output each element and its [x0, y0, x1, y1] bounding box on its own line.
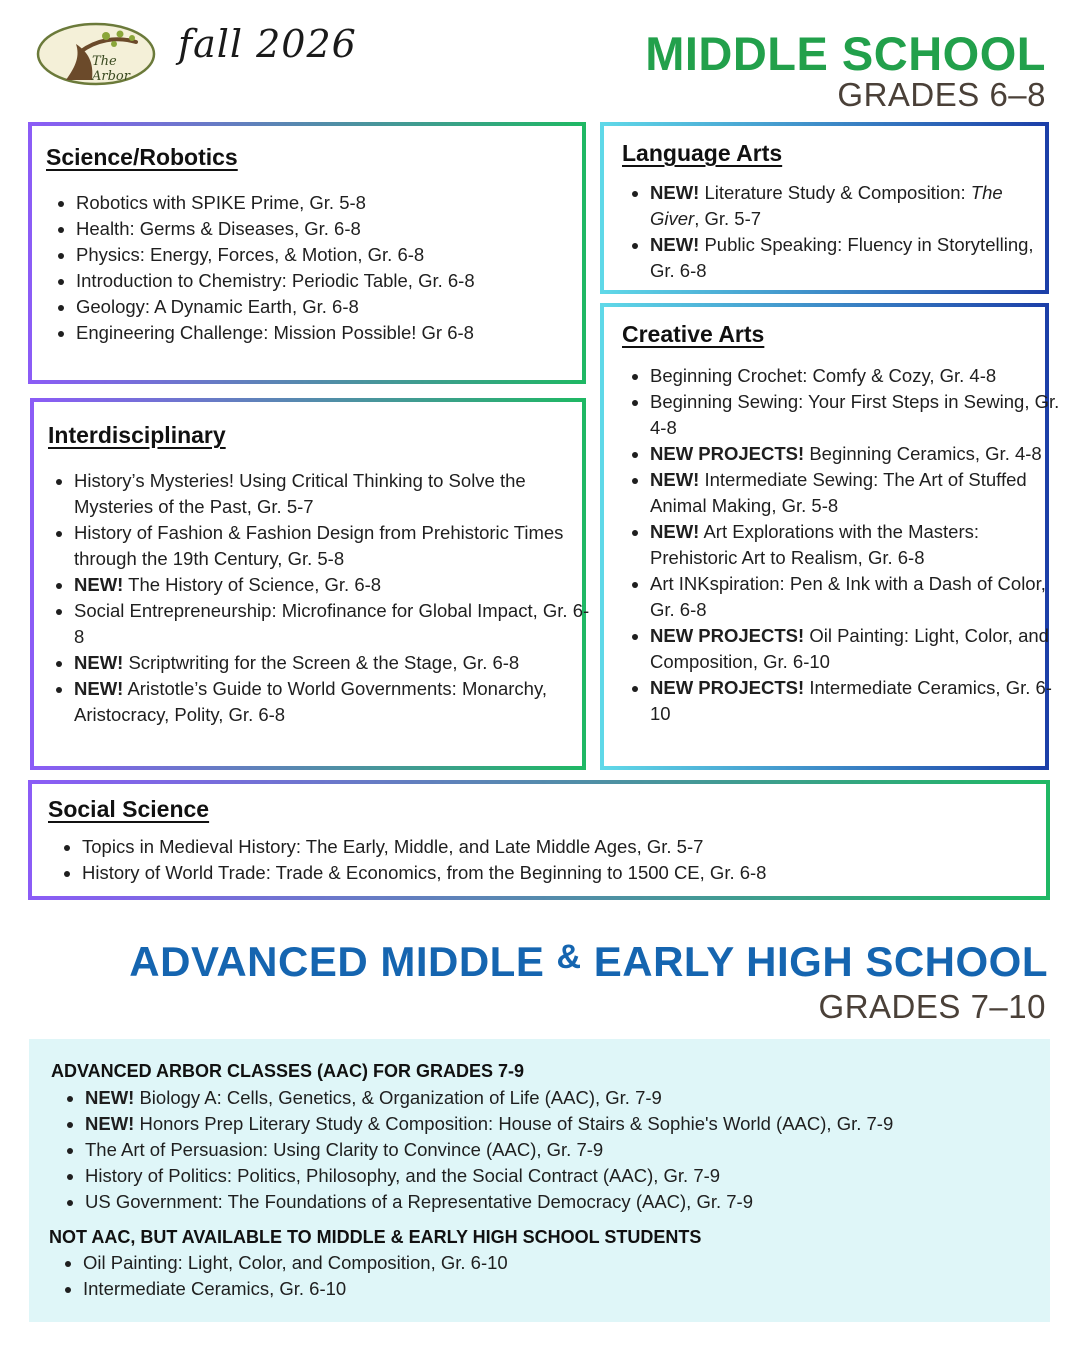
social-list — [58, 834, 1042, 886]
social-science-title: Social Science — [48, 796, 210, 822]
list-item: • NEW! Scriptwriting for the Screen & the Stage, Gr. 6-8 — [74, 650, 594, 676]
creative-list — [626, 363, 1060, 727]
interdisciplinary-list — [50, 468, 594, 728]
list-item: • Geology: A Dynamic Earth, Gr. 6-8 — [76, 294, 596, 320]
creative-arts-title: Creative Arts — [622, 321, 765, 347]
new-tag: NEW! — [85, 1087, 135, 1108]
advanced-subtitle: GRADES 7–10 — [818, 988, 1046, 1025]
list-item: • US Government: The Foundations of a Representative Democracy (AAC), Gr. 7-9 — [85, 1189, 1045, 1215]
new-tag: NEW! — [650, 521, 700, 542]
non-aac-list — [59, 1250, 1043, 1302]
new-tag: NEW! — [74, 678, 124, 699]
list-item: • NEW PROJECTS! Oil Painting: Light, Color, and Composition, Gr. 6-10 — [650, 623, 1060, 675]
new-tag: NEW! — [650, 469, 700, 490]
language-arts-box — [600, 122, 1049, 294]
new-tag: NEW! — [650, 234, 700, 255]
list-item: • History of Fashion & Fashion Design from Prehistoric Times through the 19th Century, Gr. 5-8 — [74, 520, 594, 572]
language-list — [626, 180, 1050, 284]
list-item: • NEW! Biology A: Cells, Genetics, & Organization of Life (AAC), Gr. 7-9 — [85, 1085, 1045, 1111]
list-item: • Intermediate Ceramics, Gr. 6-10 — [83, 1276, 1043, 1302]
science-robotics-box — [28, 122, 586, 384]
interdisciplinary-box — [30, 398, 590, 770]
new-tag: NEW! — [650, 182, 700, 203]
list-item: • NEW PROJECTS! Intermediate Ceramics, Gr. 6-10 — [650, 675, 1060, 727]
social-science-box — [28, 780, 1050, 900]
list-item: • NEW! Literature Study & Composition: The Giver, Gr. 5-7 — [650, 180, 1050, 232]
advanced-panel — [29, 1039, 1050, 1322]
list-item: • History’s Mysteries! Using Critical Thinking to Solve the Mysteries of the Past, Gr. 5-7 — [74, 468, 594, 520]
book-title: The Giver — [650, 182, 1003, 229]
arbor-logo — [36, 22, 156, 86]
non-aac-group-title: NOT AAC, BUT AVAILABLE TO MIDDLE & EARLY HIGH SCHOOL STUDENTS — [49, 1227, 702, 1247]
list-item: • Beginning Sewing: Your First Steps in Sewing, Gr. 4-8 — [650, 389, 1060, 441]
list-item: • Robotics with SPIKE Prime, Gr. 5-8 — [76, 190, 596, 216]
new-tag: NEW! — [74, 574, 124, 595]
list-item: • Beginning Crochet: Comfy & Cozy, Gr. 4-8 — [650, 363, 1060, 389]
list-item: • NEW! Public Speaking: Fluency in Storytelling, Gr. 6-8 — [650, 232, 1050, 284]
logo-text: The Arbor — [92, 54, 130, 84]
science-list — [52, 190, 596, 346]
list-item: • NEW PROJECTS! Beginning Ceramics, Gr. 4-8 — [650, 441, 1060, 467]
list-item: • NEW! Aristotle’s Guide to World Governments: Monarchy, Aristocracy, Polity, Gr. 6-8 — [74, 676, 594, 728]
list-item: • NEW! Intermediate Sewing: The Art of Stuffed Animal Making, Gr. 5-8 — [650, 467, 1060, 519]
list-item: • Physics: Energy, Forces, & Motion, Gr. 6-8 — [76, 242, 596, 268]
list-item: • Social Entrepreneurship: Microfinance for Global Impact, Gr. 6-8 — [74, 598, 594, 650]
list-item: • Engineering Challenge: Mission Possible! Gr 6-8 — [76, 320, 596, 346]
page-title: MIDDLE SCHOOL — [645, 27, 1046, 80]
list-item: • Health: Germs & Diseases, Gr. 6-8 — [76, 216, 596, 242]
aac-list — [61, 1085, 1045, 1215]
new-tag: NEW! — [85, 1113, 135, 1134]
page-subtitle: GRADES 6–8 — [837, 76, 1046, 113]
list-item: • NEW! Art Explorations with the Masters: Prehistoric Art to Realism, Gr. 6-8 — [650, 519, 1060, 571]
creative-arts-box — [600, 303, 1060, 770]
list-item: • Introduction to Chemistry: Periodic Table, Gr. 6-8 — [76, 268, 596, 294]
list-item: • NEW! Honors Prep Literary Study & Composition: House of Stairs & Sophie's World (AAC), Gr. 7-9 — [85, 1111, 1045, 1137]
new-tag: NEW! — [74, 652, 124, 673]
list-item: • Topics in Medieval History: The Early, Middle, and Late Middle Ages, Gr. 5-7 — [82, 834, 1042, 860]
list-item: • History of Politics: Politics, Philosophy, and the Social Contract (AAC), Gr. 7-9 — [85, 1163, 1045, 1189]
list-item: • Oil Painting: Light, Color, and Composition, Gr. 6-10 — [83, 1250, 1043, 1276]
new-projects-tag: NEW PROJECTS! — [650, 677, 805, 698]
new-projects-tag: NEW PROJECTS! — [650, 443, 805, 464]
science-robotics-title: Science/Robotics — [46, 144, 238, 170]
list-item: • The Art of Persuasion: Using Clarity to Convince (AAC), Gr. 7-9 — [85, 1137, 1045, 1163]
language-arts-title: Language Arts — [622, 140, 783, 166]
new-projects-tag: NEW PROJECTS! — [650, 625, 805, 646]
interdisciplinary-title: Interdisciplinary — [48, 422, 226, 448]
list-item: • Art INKspiration: Pen & Ink with a Dash of Color, Gr. 6-8 — [650, 571, 1060, 623]
aac-group-title: ADVANCED ARBOR CLASSES (AAC) FOR GRADES 7-9 — [51, 1061, 525, 1081]
advanced-title: ADVANCED MIDDLE & EARLY HIGH SCHOOL — [129, 938, 1048, 985]
list-item: • History of World Trade: Trade & Economics, from the Beginning to 1500 CE, Gr. 6-8 — [82, 860, 1042, 886]
term-label: fall 2026 — [178, 22, 357, 66]
list-item: • NEW! The History of Science, Gr. 6-8 — [74, 572, 594, 598]
